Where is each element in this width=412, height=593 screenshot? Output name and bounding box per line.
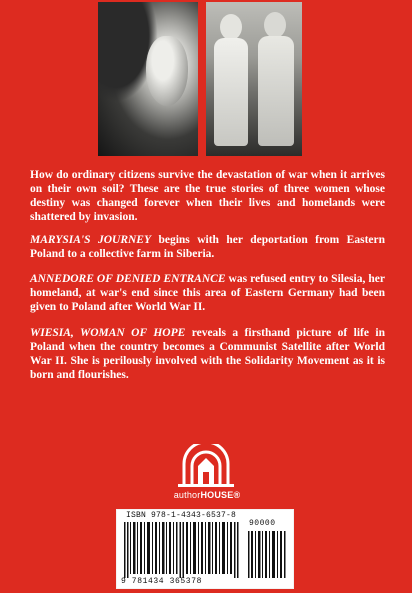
woman-left-body (214, 38, 248, 146)
isbn-label: ISBN 978-1-4343-6537-8 (126, 511, 237, 520)
portrait-photo (98, 2, 198, 156)
story-paragraph (0, 233, 412, 261)
woman-right-head (264, 12, 286, 38)
publisher-name-part2: HOUSE (200, 490, 234, 500)
story-text: reveals a firsthand picture of life in Poland when the country becomes a Communist Satellite after World War II. She is perilously involved with the Solidarity Movement as it is born and flourishes. (30, 327, 386, 381)
price-addon-bars (248, 531, 288, 578)
publisher-name (164, 490, 250, 504)
intro-paragraph: How do ordinary citizens survive the devastation of war when it arrives on their own soil? These are the true stories of three women whose destiny was changed forever when their lives and homelands were shattered by invasion. (30, 169, 385, 223)
story-text: was refused entry to Silesia, her homeland, at war's end since this area of Eastern Germany had been given to Poland after World War II. (30, 273, 385, 313)
woman-right-body (258, 36, 294, 146)
price-addon-label: 90000 (249, 519, 276, 528)
story-title: MARYSIA'S JOURNEY (30, 234, 151, 246)
trademark-symbol: ® (233, 490, 241, 500)
woman-left-head (220, 14, 242, 40)
story-text: begins with her deportation from Eastern Poland to a collective farm in Siberia. (30, 234, 386, 260)
ean-number-label: 9 781434 365378 (121, 577, 203, 586)
author-house-logo-icon (170, 444, 242, 488)
story-paragraph (0, 272, 412, 314)
story-title: WIESIA, WOMAN OF HOPE (30, 327, 186, 339)
publisher-name-part1: author (173, 490, 201, 500)
portrait-face (146, 36, 188, 106)
two-women-photo (206, 2, 302, 156)
isbn-barcode (116, 509, 294, 589)
story-paragraph (0, 326, 412, 382)
story-title: ANNEDORE OF DENIED ENTRANCE (30, 273, 226, 285)
ean-barcode-bars (124, 522, 239, 578)
photo-strip (0, 0, 412, 160)
